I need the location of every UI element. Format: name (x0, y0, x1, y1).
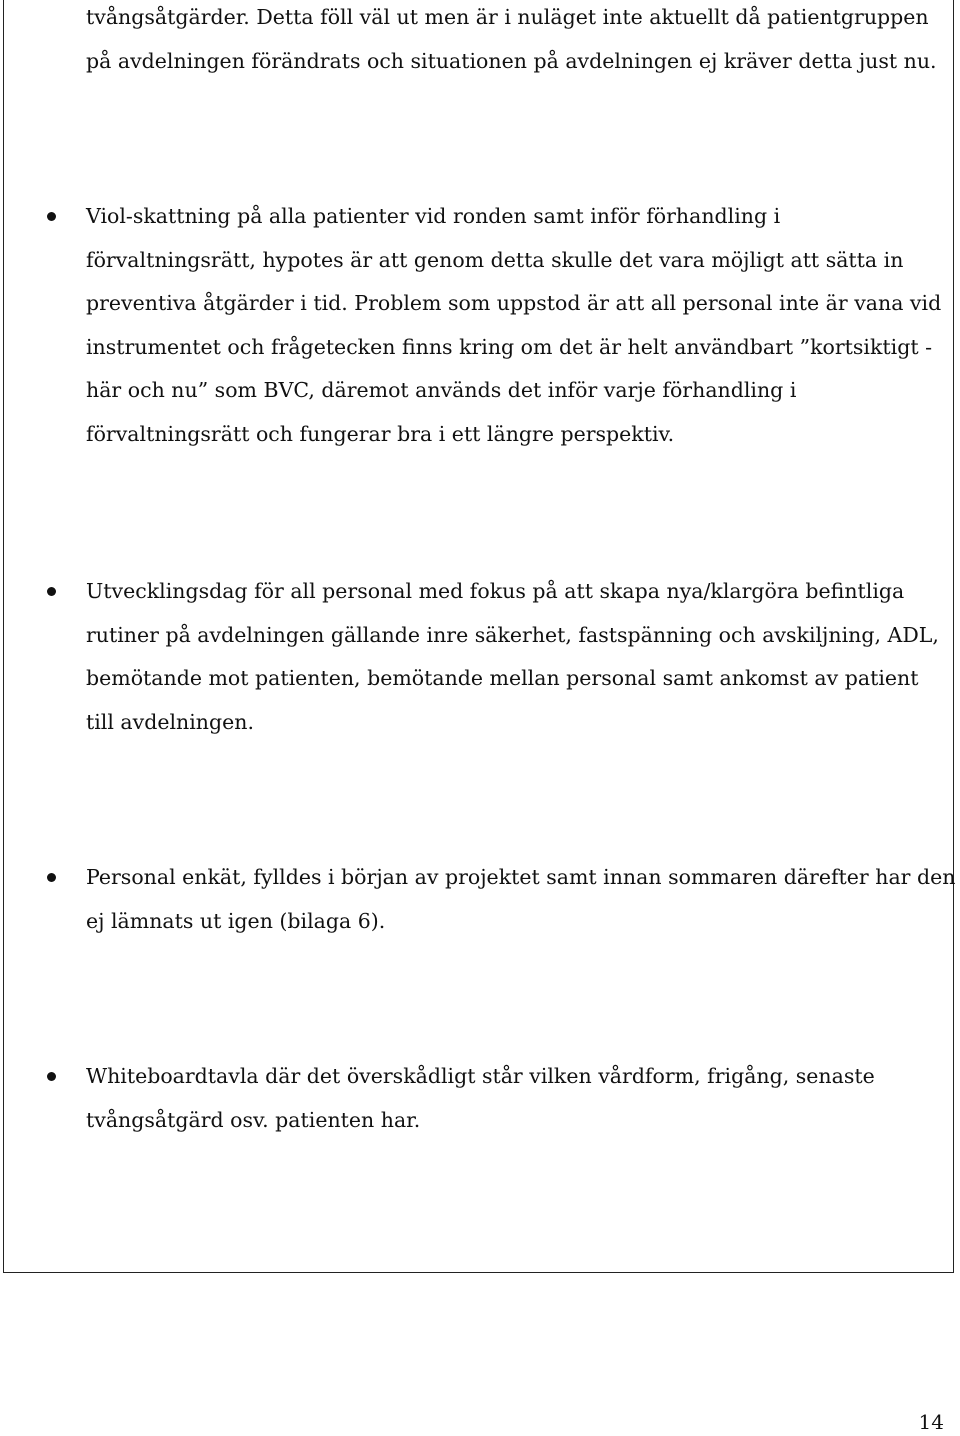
page-number: 14 (918, 1410, 944, 1434)
intro-line: tvångsåtgärder. Detta föll väl ut men är i nuläget inte aktuellt då patientgruppen (86, 5, 929, 29)
bullet-item-whiteboardtavla (86, 1055, 956, 1142)
bullet-item-utvecklingsdag (86, 570, 956, 744)
bullet-line: tvångsåtgärd osv. patienten har. (86, 1107, 421, 1132)
bullet-line: Whiteboardtavla där det överskådligt står vilken vårdform, frigång, senaste (86, 1064, 875, 1088)
bullet-line: till avdelningen. (86, 709, 254, 734)
bullet-item-personal-enkat (86, 856, 956, 943)
bullet-line: ej lämnats ut igen (bilaga 6). (86, 908, 386, 933)
bullet-line: instrumentet och frågetecken finns kring om det är helt användbart ”kortsiktigt - (86, 334, 933, 359)
bullet-line: bemötande mot patienten, bemötande mellan personal samt ankomst av patient (86, 666, 919, 690)
bullet-line: förvaltningsrätt och fungerar bra i ett längre perspektiv. (86, 421, 675, 446)
bullet-line: här och nu” som BVC, däremot används det inför varje förhandling i (86, 378, 797, 402)
intro-paragraph (86, 0, 956, 83)
bullet-line: preventiva åtgärder i tid. Problem som uppstod är att all personal inte är vana vid (86, 291, 942, 315)
bullet-icon (47, 212, 56, 221)
bullet-line: rutiner på avdelningen gällande inre säkerhet, fastspänning och avskiljning, ADL, (86, 622, 939, 647)
bullet-line: Personal enkät, fylldes i början av projektet samt innan sommaren därefter har den (86, 865, 956, 889)
intro-line: på avdelningen förändrats och situationen på avdelningen ej kräver detta just nu. (86, 48, 937, 73)
bullet-line: förvaltningsrätt, hypotes är att genom detta skulle det vara möjligt att sätta in (86, 247, 904, 272)
bullet-icon (47, 587, 56, 596)
bullet-icon (47, 1072, 56, 1081)
bullet-icon (47, 873, 56, 882)
bullet-item-viol-skattning (86, 195, 956, 456)
bullet-line: Utvecklingsdag för all personal med fokus på att skapa nya/klargöra befintliga (86, 579, 905, 603)
bullet-line: Viol-skattning på alla patienter vid ronden samt inför förhandling i (86, 204, 781, 228)
